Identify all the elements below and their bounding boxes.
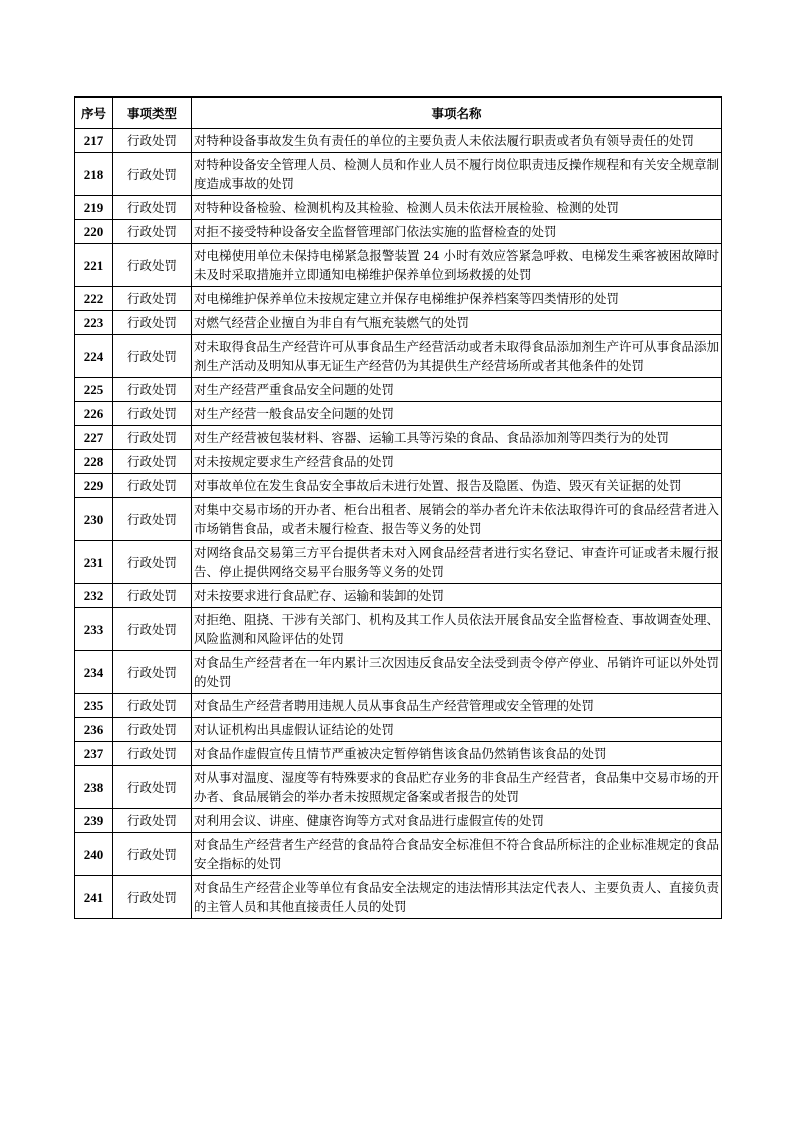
row-number: 238: [75, 766, 113, 809]
row-number: 226: [75, 402, 113, 426]
row-name: 对生产经营一般食品安全问题的处罚: [192, 402, 722, 426]
row-number: 239: [75, 809, 113, 833]
header-no: 序号: [75, 97, 113, 129]
row-name: 对事故单位在发生食品安全事故后未进行处置、报告及隐匿、伪造、毁灭有关证据的处罚: [192, 474, 722, 498]
row-type: 行政处罚: [113, 651, 192, 694]
row-name: 对未按要求进行食品贮存、运输和装卸的处罚: [192, 584, 722, 608]
row-number: 229: [75, 474, 113, 498]
row-type: 行政处罚: [113, 584, 192, 608]
table-row: [75, 584, 722, 608]
row-type: 行政处罚: [113, 766, 192, 809]
row-name: 对拒不接受特种设备安全监督管理部门依法实施的监督检查的处罚: [192, 220, 722, 244]
row-name: 对未按规定要求生产经营食品的处罚: [192, 450, 722, 474]
row-type: 行政处罚: [113, 833, 192, 876]
row-type: 行政处罚: [113, 335, 192, 378]
table-row: [75, 129, 722, 153]
row-type: 行政处罚: [113, 694, 192, 718]
row-name: 对网络食品交易第三方平台提供者未对入网食品经营者进行实名登记、审查许可证或者未履行报告、停止提供网络交易平台服务等义务的处罚: [192, 541, 722, 584]
row-name: 对食品生产经营企业等单位有食品安全法规定的违法情形其法定代表人、主要负责人、直接负责的主管人员和其他直接责任人员的处罚: [192, 876, 722, 919]
row-type: 行政处罚: [113, 809, 192, 833]
row-number: 230: [75, 498, 113, 541]
row-name: 对利用会议、讲座、健康咨询等方式对食品进行虚假宣传的处罚: [192, 809, 722, 833]
row-number: 219: [75, 196, 113, 220]
row-name: 对食品生产经营者在一年内累计三次因违反食品安全法受到责令停产停业、吊销许可证以外处罚的处罚: [192, 651, 722, 694]
row-number: 232: [75, 584, 113, 608]
header-name: 事项名称: [192, 97, 722, 129]
row-number: 217: [75, 129, 113, 153]
row-type: 行政处罚: [113, 541, 192, 584]
row-name: 对认证机构出具虚假认证结论的处罚: [192, 718, 722, 742]
row-number: 225: [75, 378, 113, 402]
row-name: 对未取得食品生产经营许可从事食品生产经营活动或者未取得食品添加剂生产许可从事食品添加剂生产活动及明知从事无证生产经营仍为其提供生产经营场所或者其他条件的处罚: [192, 335, 722, 378]
row-type: 行政处罚: [113, 498, 192, 541]
row-number: 240: [75, 833, 113, 876]
table-row: [75, 694, 722, 718]
table-row: [75, 153, 722, 196]
row-number: 236: [75, 718, 113, 742]
row-type: 行政处罚: [113, 287, 192, 311]
table-row: [75, 498, 722, 541]
row-number: 227: [75, 426, 113, 450]
row-number: 235: [75, 694, 113, 718]
row-name: 对拒绝、阻挠、干涉有关部门、机构及其工作人员依法开展食品安全监督检查、事故调查处理、风险监测和风险评估的处罚: [192, 608, 722, 651]
table-row: [75, 335, 722, 378]
row-name: 对生产经营严重食品安全问题的处罚: [192, 378, 722, 402]
row-number: 223: [75, 311, 113, 335]
row-name: 对特种设备检验、检测机构及其检验、检测人员未依法开展检验、检测的处罚: [192, 196, 722, 220]
table-row: [75, 474, 722, 498]
row-name: 对食品生产经营者聘用违规人员从事食品生产经营管理或安全管理的处罚: [192, 694, 722, 718]
table-row: [75, 244, 722, 287]
table-row: [75, 651, 722, 694]
row-number: 222: [75, 287, 113, 311]
row-name: 对燃气经营企业擅自为非自有气瓶充装燃气的处罚: [192, 311, 722, 335]
row-name: 对食品作虚假宣传且情节严重被决定暂停销售该食品仍然销售该食品的处罚: [192, 742, 722, 766]
row-number: 231: [75, 541, 113, 584]
table-row: [75, 450, 722, 474]
table-row: [75, 196, 722, 220]
row-number: 237: [75, 742, 113, 766]
row-name: 对集中交易市场的开办者、柜台出租者、展销会的举办者允许未依法取得许可的食品经营者进入市场销售食品，或者未履行检查、报告等义务的处罚: [192, 498, 722, 541]
table-row: [75, 718, 722, 742]
table-row: [75, 833, 722, 876]
row-number: 228: [75, 450, 113, 474]
row-type: 行政处罚: [113, 718, 192, 742]
row-type: 行政处罚: [113, 450, 192, 474]
row-name: 对电梯使用单位未保持电梯紧急报警装置 24 小时有效应答紧急呼救、电梯发生乘客被困故障时未及时采取措施并立即通知电梯维护保养单位到场救援的处罚: [192, 244, 722, 287]
table-row: [75, 876, 722, 919]
table-row: [75, 311, 722, 335]
row-type: 行政处罚: [113, 876, 192, 919]
row-type: 行政处罚: [113, 129, 192, 153]
row-type: 行政处罚: [113, 378, 192, 402]
table-row: [75, 287, 722, 311]
table-row: [75, 541, 722, 584]
row-number: 241: [75, 876, 113, 919]
row-name: 对食品生产经营者生产经营的食品符合食品安全标准但不符合食品所标注的企业标准规定的食品安全指标的处罚: [192, 833, 722, 876]
row-type: 行政处罚: [113, 196, 192, 220]
row-number: 234: [75, 651, 113, 694]
table-header-row: [75, 97, 722, 129]
table-row: [75, 608, 722, 651]
header-type: 事项类型: [113, 97, 192, 129]
items-table: [74, 96, 722, 919]
row-number: 233: [75, 608, 113, 651]
table-row: [75, 766, 722, 809]
row-number: 221: [75, 244, 113, 287]
row-type: 行政处罚: [113, 311, 192, 335]
row-name: 对生产经营被包装材料、容器、运输工具等污染的食品、食品添加剂等四类行为的处罚: [192, 426, 722, 450]
row-type: 行政处罚: [113, 244, 192, 287]
row-name: 对特种设备事故发生负有责任的单位的主要负责人未依法履行职责或者负有领导责任的处罚: [192, 129, 722, 153]
table-row: [75, 809, 722, 833]
table-row: [75, 402, 722, 426]
row-name: 对电梯维护保养单位未按规定建立并保存电梯维护保养档案等四类情形的处罚: [192, 287, 722, 311]
table-row: [75, 742, 722, 766]
table-row: [75, 378, 722, 402]
row-name: 对从事对温度、湿度等有特殊要求的食品贮存业务的非食品生产经营者，食品集中交易市场的开办者、食品展销会的举办者未按照规定备案或者报告的处罚: [192, 766, 722, 809]
row-number: 220: [75, 220, 113, 244]
row-type: 行政处罚: [113, 153, 192, 196]
row-number: 218: [75, 153, 113, 196]
row-number: 224: [75, 335, 113, 378]
table-row: [75, 220, 722, 244]
row-type: 行政处罚: [113, 220, 192, 244]
table-row: [75, 426, 722, 450]
row-type: 行政处罚: [113, 402, 192, 426]
row-type: 行政处罚: [113, 608, 192, 651]
row-type: 行政处罚: [113, 474, 192, 498]
row-type: 行政处罚: [113, 742, 192, 766]
row-name: 对特种设备安全管理人员、检测人员和作业人员不履行岗位职责违反操作规程和有关安全规章制度造成事故的处罚: [192, 153, 722, 196]
row-type: 行政处罚: [113, 426, 192, 450]
